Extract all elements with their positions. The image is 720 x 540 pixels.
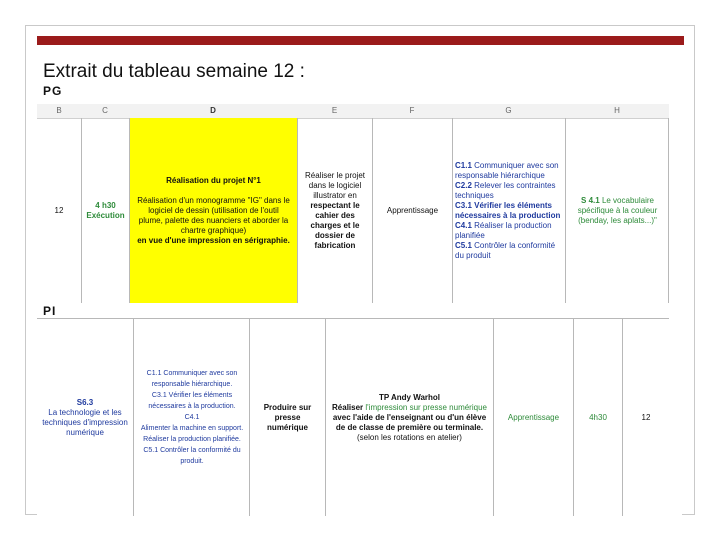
- task-text-bold: respectant le cahier des charges et le dossier de fabrication: [310, 200, 360, 250]
- competence-item: Réaliser la production planifiée.: [143, 436, 241, 443]
- column-header-g[interactable]: G: [505, 106, 512, 115]
- tp-cell[interactable]: [326, 319, 493, 516]
- week-cell[interactable]: [37, 118, 81, 303]
- competence-item: C1.1 Communiquer avec son responsable hiérarchique.: [146, 370, 238, 388]
- task-text: Produire sur presse numérique: [263, 402, 312, 432]
- mode-value: Exécution: [86, 210, 125, 220]
- duration-value: 4 h30: [95, 200, 116, 210]
- competence-item: C4.1: [184, 414, 200, 421]
- savoir-cell[interactable]: [566, 118, 669, 303]
- section-label-pi: PI: [43, 304, 57, 318]
- tp-description: Réaliser l'impression sur presse numérique avec l'aide de l'enseignant ou d'un élève de de classe de première ou terminale.: [332, 402, 487, 432]
- week-number: 12: [641, 412, 651, 422]
- competences-list: [135, 368, 249, 467]
- type-cell[interactable]: [494, 319, 573, 516]
- savoir-cell[interactable]: [37, 319, 133, 516]
- competence-item: C4.1 Réaliser la production planifiée: [455, 220, 552, 240]
- type-value: Apprentissage: [386, 205, 439, 215]
- project-description: Réalisation d'un monogramme "IG" dans le logiciel de dessin (utilisation de l'outil plume, palette des nuanciers et aborder la chartre graphique): [137, 195, 290, 235]
- savoir-text: S 4.1 Le vocabulaire spécifique à la couleur (benday, les aplats...)": [577, 195, 658, 225]
- tp-note: (selon les rotations en atelier): [357, 432, 462, 442]
- savoir-text: La technologie et les techniques d'impression numérique: [42, 407, 128, 437]
- type-cell[interactable]: [373, 118, 452, 303]
- tp-title: TP Andy Warhol: [378, 392, 441, 402]
- project-title: Réalisation du projet N°1: [166, 175, 261, 185]
- column-divider: [133, 318, 134, 516]
- week-number: 12: [54, 205, 64, 215]
- competence-item: C3.1 Vérifier les éléments nécessaires à la production: [455, 200, 561, 220]
- column-header-d[interactable]: D: [210, 106, 216, 115]
- column-header-e[interactable]: E: [331, 106, 338, 115]
- competence-item: C2.2 Relever les contraintes techniques: [455, 180, 556, 200]
- column-header-b[interactable]: B: [56, 106, 62, 115]
- savoir-code: S6.3: [76, 397, 94, 407]
- column-header-f[interactable]: F: [409, 106, 415, 115]
- column-header-h[interactable]: H: [614, 106, 620, 115]
- competence-item: C1.1 Communiquer avec son responsable hiérarchique: [455, 160, 559, 180]
- competence-item: C3.1 Vérifier les éléments nécessaires à la production.: [148, 392, 236, 410]
- title-accent-bar: [37, 36, 684, 45]
- competence-item: C5.1 Contrôler la conformité du produit.: [143, 447, 241, 465]
- project-goal: en vue d'une impression en sérigraphie.: [137, 235, 290, 245]
- competences-cell[interactable]: [135, 319, 249, 516]
- frame-corner: [682, 514, 695, 515]
- task-cell[interactable]: [250, 319, 325, 516]
- section-label-pg: PG: [43, 84, 63, 98]
- table-pg: [37, 104, 669, 303]
- week-cell[interactable]: [623, 319, 669, 516]
- task-cell[interactable]: [298, 118, 372, 303]
- competences-list: [455, 161, 565, 261]
- competence-item: C5.1 Contrôler la conformité du produit: [455, 240, 556, 260]
- project-cell[interactable]: [130, 118, 297, 303]
- duration-cell[interactable]: [574, 319, 622, 516]
- table-pi: [37, 318, 669, 516]
- slide-title: Extrait du tableau semaine 12 :: [43, 61, 305, 82]
- competence-item: Alimenter la machine en support.: [140, 425, 244, 432]
- competences-cell[interactable]: [453, 118, 565, 303]
- duration-cell[interactable]: [82, 118, 129, 303]
- task-text: Réaliser le projet dans le logiciel illustrator en: [304, 170, 366, 200]
- column-header-c[interactable]: C: [102, 106, 108, 115]
- duration-value: 4h30: [589, 412, 607, 422]
- type-value: Apprentissage: [507, 412, 560, 422]
- frame-corner: [25, 514, 37, 515]
